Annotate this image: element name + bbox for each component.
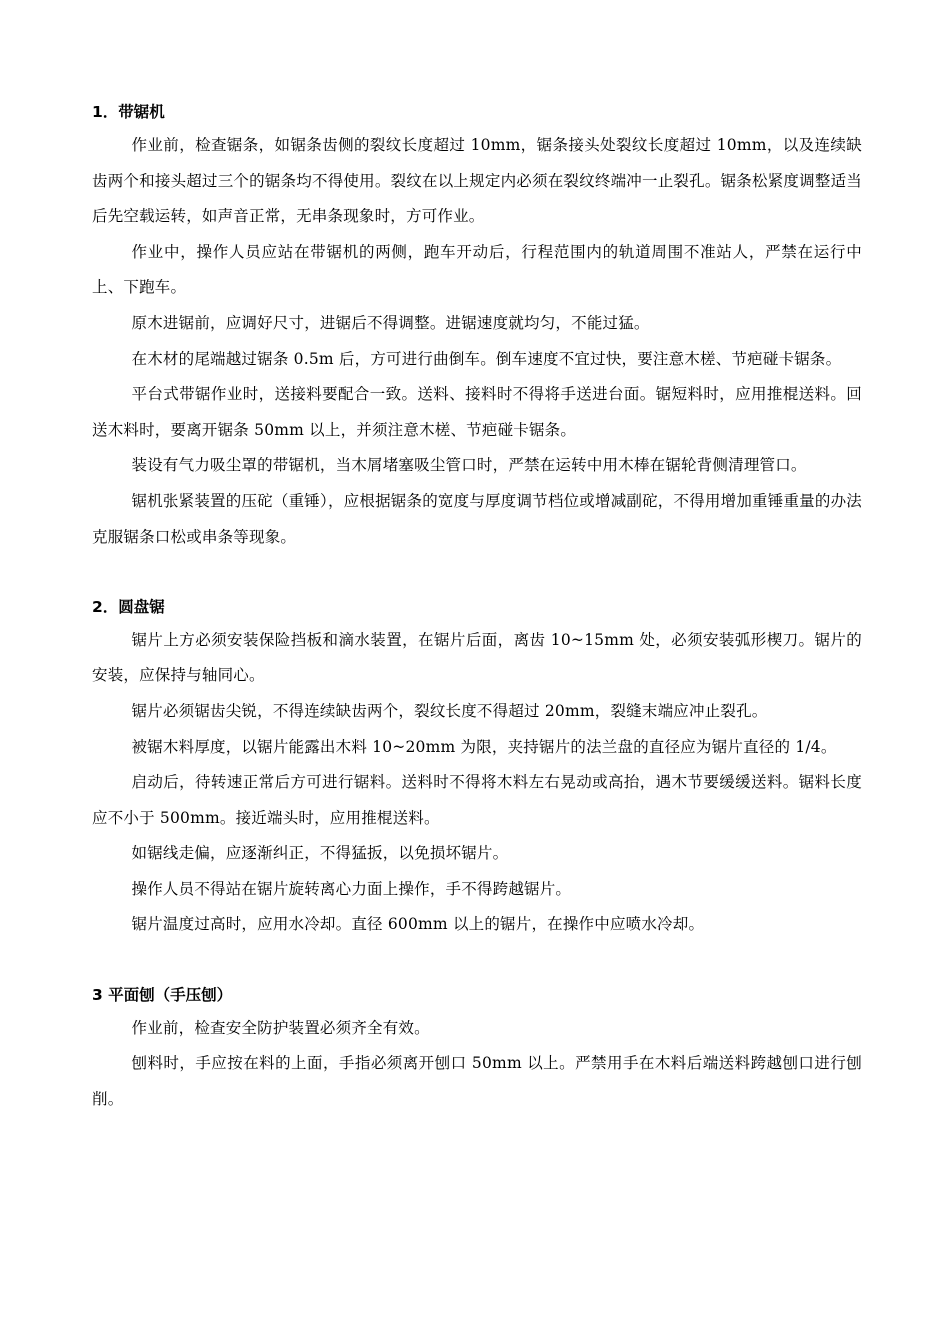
paragraph: 作业中，操作人员应站在带锯机的两侧，跑车开动后，行程范围内的轨道周围不准站人，严禁在运行中上、下跑车。	[92, 242, 862, 297]
paragraph: 装设有气力吸尘罩的带锯机，当木屑堵塞吸尘管口时，严禁在运转中用木棒在锯轮背侧清理管口。	[131, 456, 807, 475]
section-spacer	[92, 943, 862, 979]
paragraph: 锯片温度过高时，应用水冷却。直径 600mm 以上的锯片，在操作中应喷水冷却。	[131, 915, 705, 934]
section-band-saw	[92, 96, 862, 555]
section-circular-saw	[92, 591, 862, 943]
document-page	[92, 96, 862, 1117]
section-heading: 3 平面刨（手压刨）	[92, 985, 233, 1004]
paragraph: 操作人员不得站在锯片旋转离心力面上操作，手不得跨越锯片。	[131, 879, 572, 898]
section-heading: 2．圆盘锯	[92, 597, 165, 616]
paragraph: 在木材的尾端越过锯条 0.5m 后，方可进行曲倒车。倒车速度不宜过快，要注意木槎、节疤碰卡锯条。	[131, 349, 842, 368]
section-surface-planer	[92, 979, 862, 1118]
paragraph: 作业前，检查锯条，如锯条齿侧的裂纹长度超过 10mm，锯条接头处裂纹长度超过 10mm，以及连续缺齿两个和接头超过三个的锯条均不得使用。裂纹在以上规定内必须在裂纹终端冲一止裂孔。锯条松紧度调整适当后先空载运转，如声音正常，无串条现象时，方可作业。	[92, 136, 862, 226]
paragraph: 锯机张紧装置的压砣（重锤），应根据锯条的宽度与厚度调节档位或增减副砣，不得用增加重锤重量的办法克服锯条口松或串条等现象。	[92, 491, 862, 546]
paragraph: 原木进锯前，应调好尺寸，进锯后不得调整。进锯速度就均匀，不能过猛。	[131, 313, 650, 332]
paragraph: 锯片上方必须安装保险挡板和滴水装置，在锯片后面，离齿 10~15mm 处，必须安装弧形楔刀。锯片的安装，应保持与轴同心。	[92, 630, 862, 685]
section-heading: 1．带锯机	[92, 103, 165, 121]
paragraph: 被锯木料厚度，以锯片能露出木料 10~20mm 为限，夹持锯片的法兰盘的直径应为锯片直径的 1/4。	[131, 737, 837, 756]
paragraph: 启动后，待转速正常后方可进行锯料。送料时不得将木料左右晃动或高抬，遇木节要缓缓送料。锯料长度应不小于 500mm。接近端头时，应用推棍送料。	[92, 773, 862, 827]
paragraph: 如锯线走偏，应逐渐纠正，不得猛扳，以免损坏锯片。	[131, 844, 509, 863]
paragraph: 锯片必须锯齿尖锐，不得连续缺齿两个，裂纹长度不得超过 20mm，裂缝末端应冲止裂孔。	[131, 701, 768, 720]
section-spacer	[92, 555, 862, 591]
paragraph: 平台式带锯作业时，送接料要配合一致。送料、接料时不得将手送进台面。锯短料时，应用推棍送料。回送木料时，要离开锯条 50mm 以上，并须注意木槎、节疤碰卡锯条。	[92, 385, 862, 439]
paragraph: 作业前，检查安全防护装置必须齐全有效。	[131, 1018, 430, 1037]
paragraph: 刨料时，手应按在料的上面，手指必须离开刨口 50mm 以上。严禁用手在木料后端送料跨越刨口进行刨削。	[92, 1054, 862, 1108]
